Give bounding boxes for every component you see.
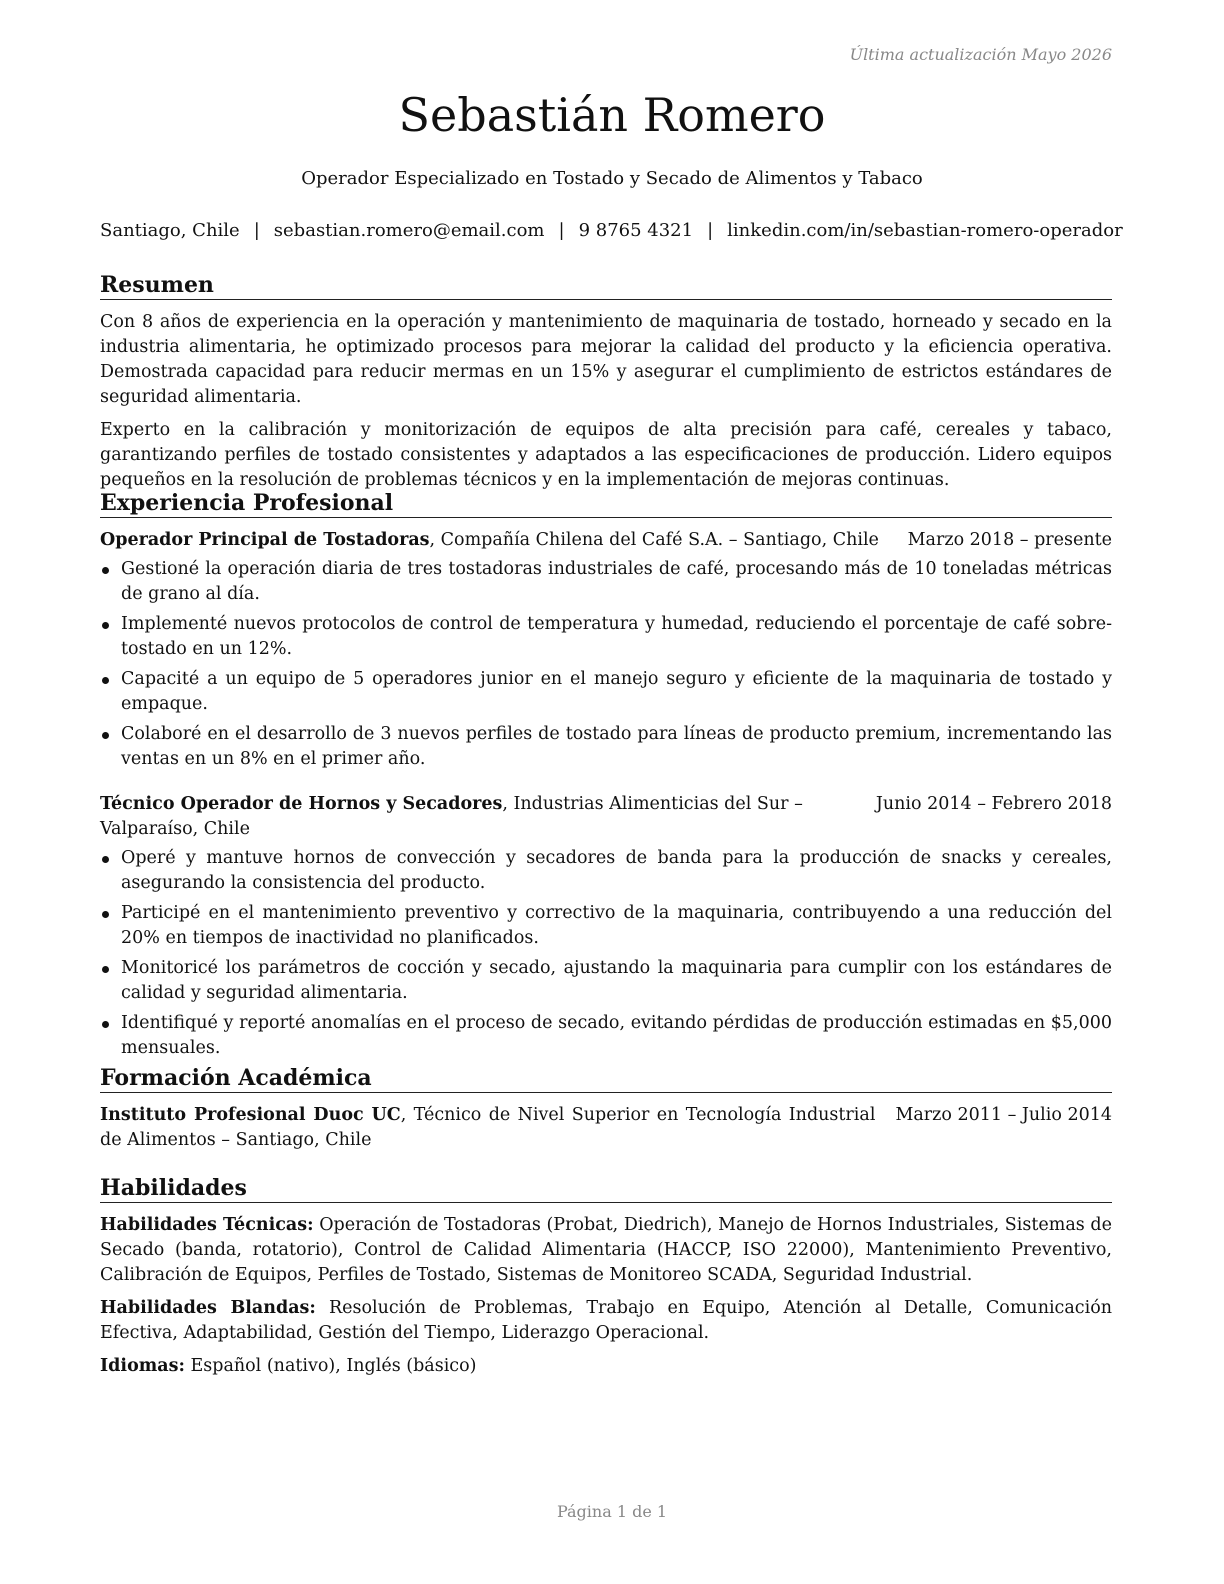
bullet-icon [102, 622, 109, 629]
skills-section [100, 1175, 1112, 1387]
skills-languages: Idiomas: Español (nativo), Inglés (básico) [100, 1356, 477, 1376]
skills-languages-label: Idiomas: [100, 1356, 185, 1376]
contact-separator: | [253, 220, 260, 241]
job-company: , Compañía Chilena del Café S.A. – Santiago, Chile [429, 530, 879, 550]
job-header [100, 792, 1112, 842]
experience-section [100, 490, 1112, 1066]
contact-location: Santiago, Chile [100, 220, 240, 241]
bullet-icon [102, 567, 109, 574]
bullet-icon [102, 911, 109, 918]
skills-technical: Habilidades Técnicas: Operación de Tostadoras (Probat, Diedrich), Manejo de Hornos Industriales, Sistemas de Secado (banda, rotatorio), Control de Calidad Alimentaria (HACCP, ISO 22000), Mantenimiento Preventivo, Calibración de Equipos, Perfiles de Tostado, Sistemas de Monitoreo SCADA, Seguridad Industrial. [100, 1215, 1112, 1285]
bullet-icon [102, 732, 109, 739]
job-bullet: Operé y mantuve hornos de convección y secadores de banda para la producción de snacks y cereales, asegurando la consistencia del producto. [100, 846, 1112, 896]
contact-linkedin[interactable]: linkedin.com/in/sebastian-romero-operador [727, 220, 1123, 241]
section-title-skills: Habilidades [100, 1175, 1112, 1203]
skills-soft: Habilidades Blandas: Resolución de Problemas, Trabajo en Equipo, Atención al Detalle, Comunicación Efectiva, Adaptabilidad, Gestión del Tiempo, Liderazgo Operacional. [100, 1298, 1113, 1343]
education-dates: Marzo 2011 – Julio 2014 [895, 1105, 1112, 1125]
skills-technical-label: Habilidades Técnicas: [100, 1215, 314, 1235]
summary-paragraph: Experto en la calibración y monitorización de equipos de alta precisión para café, cereales y tabaco, garantizando perfiles de tostado consistentes y adaptados a las especificaciones de producción. Lidero equipos pequeños en la resolución de problemas técnicos y en la implementación de mejoras continuas. [100, 420, 1112, 490]
section-title-experience: Experiencia Profesional [100, 490, 1112, 518]
last-updated: Última actualización Mayo 2026 [849, 45, 1112, 64]
job-bullets [100, 846, 1112, 1061]
contact-line [100, 220, 1123, 241]
education-section [100, 1065, 1112, 1153]
job-entry [100, 528, 1112, 772]
page-number: Página 1 de 1 [556, 1502, 668, 1521]
job-dates: Junio 2014 – Febrero 2018 [875, 794, 1112, 814]
job-bullet: Implementé nuevos protocolos de control de temperatura y humedad, reduciendo el porcentaje de café sobre-tostado en un 12%. [100, 612, 1112, 662]
summary-paragraph: Con 8 años de experiencia en la operación y mantenimiento de maquinaria de tostado, horneado y secado en la industria alimentaria, he optimizado procesos para mejorar la calidad del producto y la eficiencia operativa. Demostrada capacidad para reducir mermas en un 15% y asegurar el cumplimiento de estrictos estándares de seguridad alimentaria. [100, 312, 1112, 407]
contact-phone: 9 8765 4321 [578, 220, 694, 241]
skills-soft-label: Habilidades Blandas: [100, 1298, 316, 1318]
job-bullet: Capacité a un equipo de 5 operadores junior en el manejo seguro y eficiente de la maquinaria de tostado y empaque. [100, 667, 1112, 717]
bullet-icon [102, 677, 109, 684]
education-entry [100, 1103, 1112, 1153]
section-title-education: Formación Académica [100, 1065, 1112, 1093]
section-title-summary: Resumen [100, 272, 1112, 300]
job-company: , Industrias Alimenticias del Sur – Valparaíso, Chile [100, 794, 803, 839]
job-bullet: Participé en el mantenimiento preventivo y correctivo de la maquinaria, contribuyendo a una reducción del 20% en tiempos de inactividad no planificados. [100, 901, 1112, 951]
headline: Operador Especializado en Tostado y Secado de Alimentos y Tabaco [301, 168, 923, 189]
bullet-icon [102, 856, 109, 863]
contact-separator: | [707, 220, 714, 241]
education-institution: Instituto Profesional Duoc UC [100, 1105, 401, 1125]
job-bullet: Monitoricé los parámetros de cocción y secado, ajustando la maquinaria para cumplir con los estándares de calidad y seguridad alimentaria. [100, 956, 1112, 1006]
bullet-icon [102, 1021, 109, 1028]
summary-section [100, 272, 1112, 501]
job-entry [100, 792, 1112, 1061]
bullet-icon [102, 966, 109, 973]
job-bullet: Identifiqué y reporté anomalías en el proceso de secado, evitando pérdidas de producción estimadas en $5,000 mensuales. [100, 1011, 1112, 1061]
job-role: Técnico Operador de Hornos y Secadores [100, 794, 503, 814]
job-dates: Marzo 2018 – presente [907, 530, 1112, 550]
job-bullet: Colaboré en el desarrollo de 3 nuevos perfiles de tostado para líneas de producto premium, incrementando las ventas en un 8% en el primer año. [100, 722, 1112, 772]
contact-email[interactable]: sebastian.romero@email.com [273, 220, 545, 241]
job-role: Operador Principal de Tostadoras [100, 530, 430, 550]
contact-separator: | [558, 220, 565, 241]
job-bullet: Gestioné la operación diaria de tres tostadoras industriales de café, procesando más de 10 toneladas métricas de grano al día. [100, 557, 1112, 607]
job-header [100, 528, 1112, 553]
job-bullets [100, 557, 1112, 772]
education-degree: , Técnico de Nivel Superior en Tecnología Industrial de Alimentos – Santiago, Chile [100, 1105, 876, 1150]
candidate-name: Sebastián Romero [398, 88, 826, 142]
